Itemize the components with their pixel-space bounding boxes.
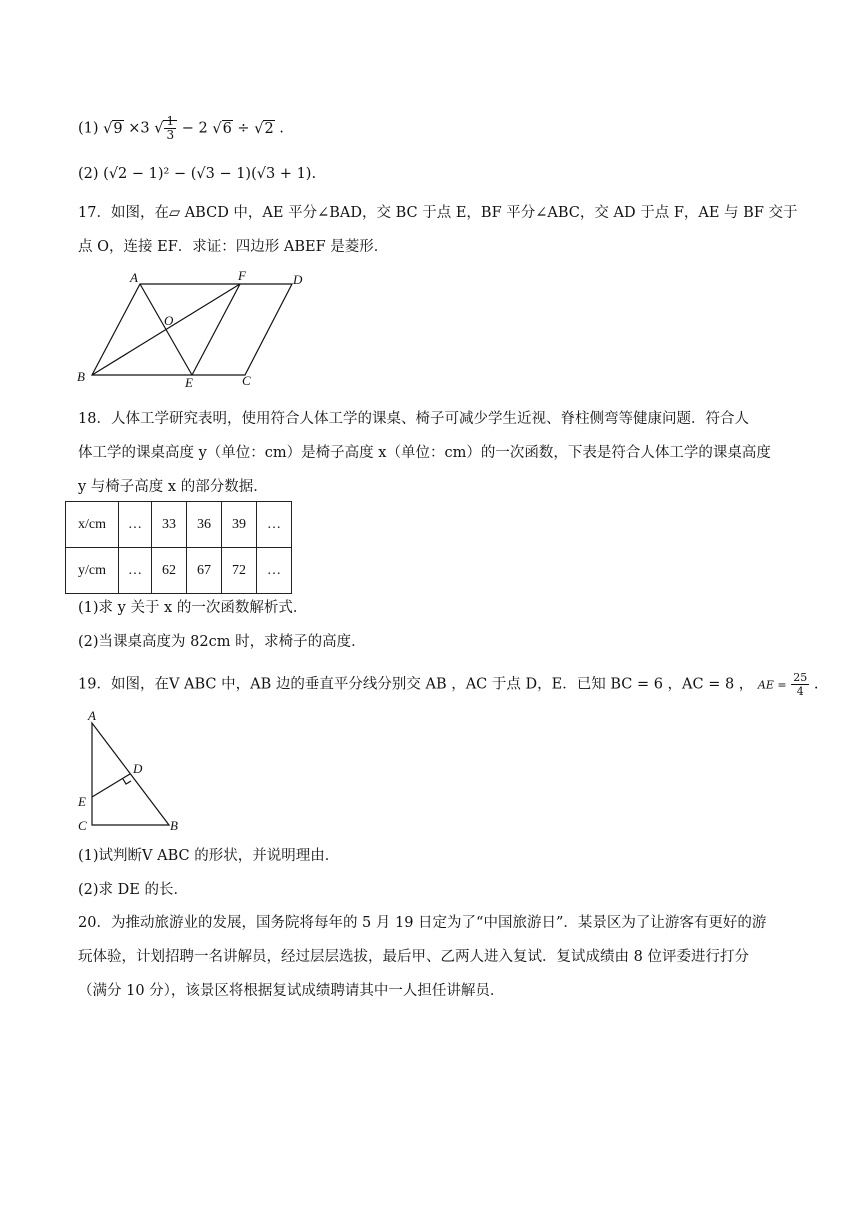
table-cell: 39 <box>222 502 257 548</box>
q19-figure <box>72 705 192 835</box>
q19-label-b: B <box>170 818 178 833</box>
table-cell: … <box>119 502 152 548</box>
q17-line1: 17．如图，在▱ ABCD 中，AE 平分∠BAD，交 BC 于点 E，BF 平分∠ABC，交 AD 于点 F，AE 与 BF 交于 <box>78 205 798 221</box>
q18-line3: y 与椅子高度 x 的部分数据． <box>78 479 268 495</box>
table-cell: 72 <box>222 548 257 594</box>
q17-label-a: A <box>130 270 138 285</box>
table-row <box>66 502 292 548</box>
q19-line1: 19．如图，在V ABC 中，AB 边的垂直平分线分别交 AB ，AC 于点 D，E．已知 BC = 6 ，AC = 8 ， <box>78 676 754 693</box>
q20-line2: 玩体验，计划招聘一名讲解员，经过层层选拔，最后甲、乙两人进入复试．复试成绩由 8 位评委进行打分 <box>78 949 749 965</box>
q20-text <box>78 906 798 1008</box>
table-row <box>66 548 292 594</box>
q19-ae-label: AE = <box>757 678 787 692</box>
q19-label-c: C <box>78 818 87 833</box>
q18-text <box>78 402 798 504</box>
table-cell: … <box>257 502 292 548</box>
q17-label-d: D <box>293 272 303 287</box>
q17-label-f: F <box>238 268 246 283</box>
q18-table <box>65 501 292 594</box>
q18-line1: 18．人体工学研究表明，使用符合人体工学的课桌、椅子可减少学生近视、脊柱侧弯等健康问题．符合人 <box>78 411 749 427</box>
q19-label-a: A <box>88 708 96 723</box>
q16-part1-label: (1) <box>78 120 99 137</box>
q19-line1-wrap <box>78 671 818 698</box>
q16-div: ÷ <box>237 120 250 137</box>
q17-label-b: B <box>77 369 85 384</box>
table-cell: 67 <box>187 548 222 594</box>
q16-sqrt-9: √9 <box>103 120 123 137</box>
q17-label-e: E <box>185 375 193 390</box>
q18-sub1: (1)求 y 关于 x 的一次函数解析式． <box>78 600 308 616</box>
table-cell: … <box>119 548 152 594</box>
q16-part2 <box>78 164 316 184</box>
table-cell: x/cm <box>66 502 119 548</box>
q19-sub2: (2)求 DE 的长． <box>78 882 188 898</box>
table-cell: 36 <box>187 502 222 548</box>
q17-label-o: O <box>164 313 174 328</box>
q20-line1: 20．为推动旅游业的发展，国务院将每年的 5 月 19 日定为了“中国旅游日”．某景区为了让游客有更好的游 <box>78 915 767 931</box>
q16-sqrt-frac: √ $\frac{1}{3}$ <box>154 115 177 142</box>
q19-label-e: E <box>78 794 86 809</box>
q17-line2: 点 O，连接 EF．求证：四边形 ABEF 是菱形． <box>78 239 389 255</box>
q19-ae-end: . <box>813 676 819 693</box>
table-cell: 33 <box>152 502 187 548</box>
q16-times: ×3 <box>128 120 150 137</box>
q16-minus: − 2 <box>181 120 208 137</box>
q16-part2-label: (2) <box>78 166 99 182</box>
q16-part2-expr: (√2 − 1)² − (√3 − 1)(√3 + 1). <box>103 166 317 182</box>
q19-ae-frac: $\frac{25}{4}$ <box>793 671 808 698</box>
q18-sub2: (2)当课桌高度为 82cm 时，求椅子的高度． <box>78 634 366 650</box>
table-cell: … <box>257 548 292 594</box>
q16-sqrt-6: √6 <box>212 120 232 137</box>
q18-line2: 体工学的课桌高度 y（单位：cm）是椅子高度 x（单位：cm）的一次函数，下表是符合人体工学的课桌高度 <box>78 445 771 461</box>
q20-line3: （满分 10 分），该景区将根据复试成绩聘请其中一人担任讲解员． <box>78 983 505 999</box>
q17-figure <box>72 266 317 390</box>
table-cell: 62 <box>152 548 187 594</box>
table-cell: y/cm <box>66 548 119 594</box>
q19-label-d: D <box>133 761 143 776</box>
q17-text <box>78 196 798 264</box>
q16-part1 <box>78 115 284 142</box>
q17-label-c: C <box>242 373 251 388</box>
q16-end: . <box>279 120 284 137</box>
q16-sqrt-2: √2 <box>254 120 274 137</box>
q19-sub1: (1)试判断V ABC 的形状，并说明理由． <box>78 848 340 864</box>
